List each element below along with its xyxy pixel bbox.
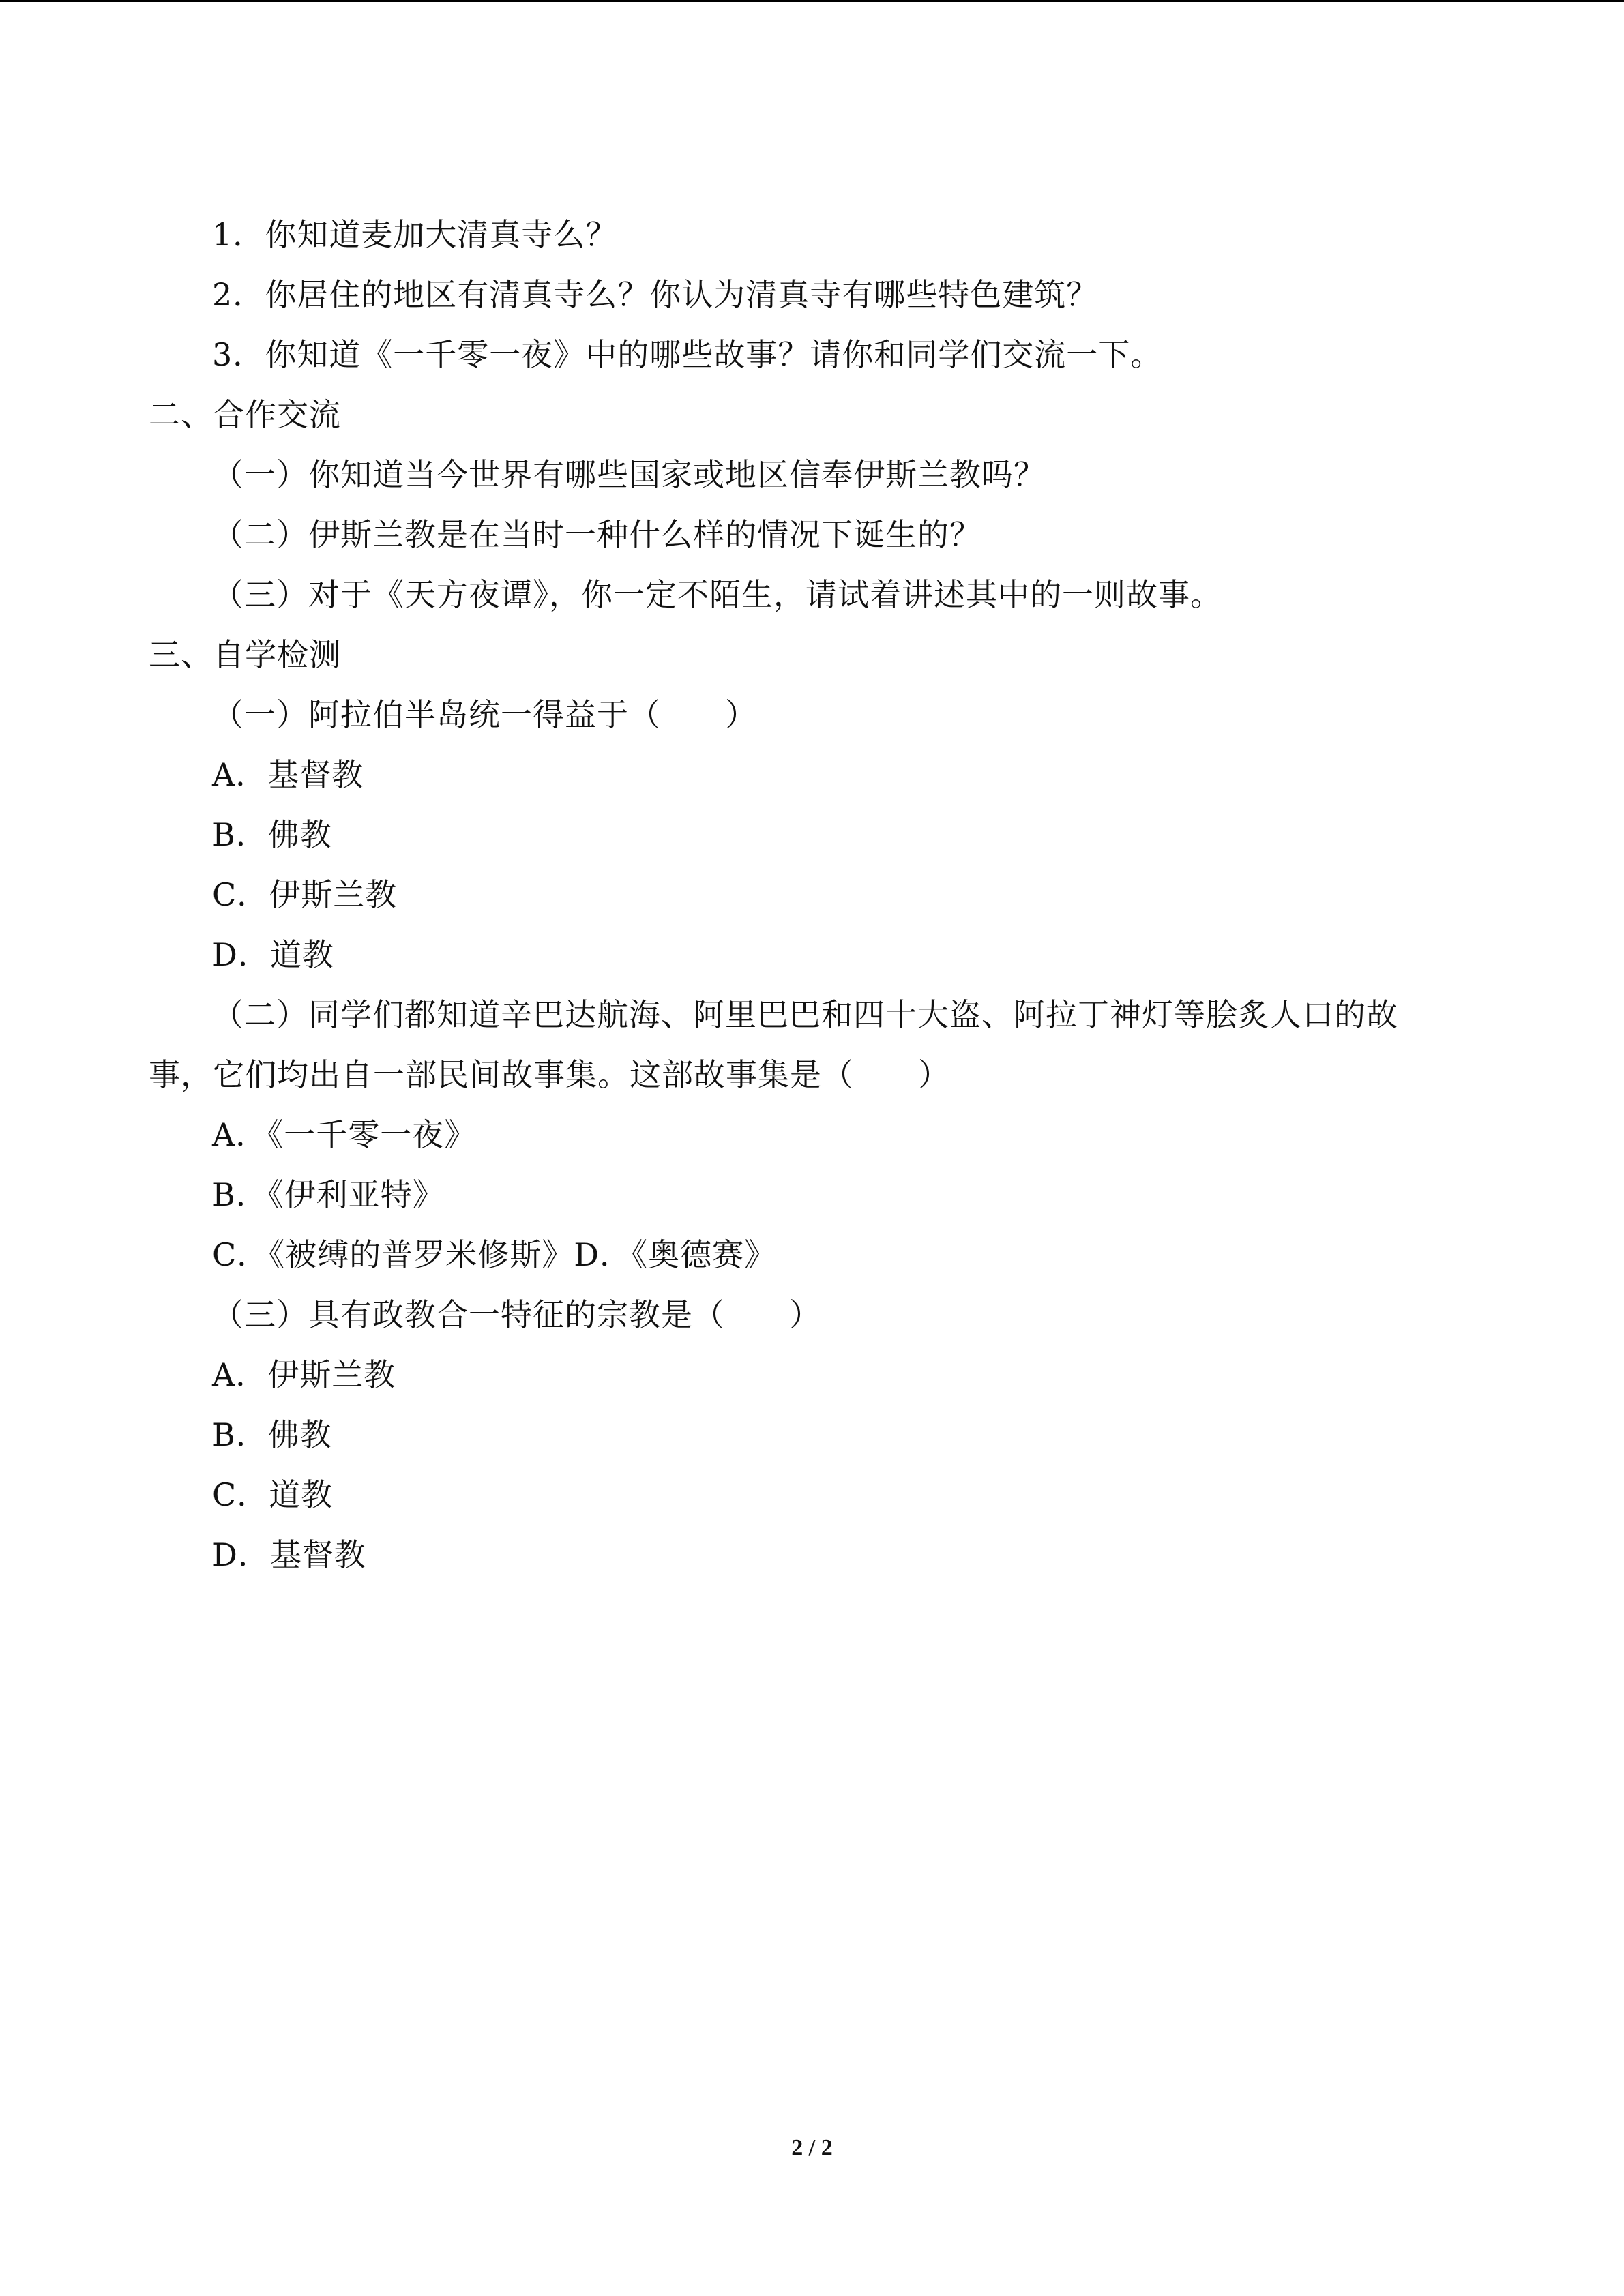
test-question-1-option-a: A．基督教 [212, 756, 364, 793]
test-question-3-option-c: C．道教 [212, 1476, 334, 1513]
test-question-2-stem-line-1: （二）同学们都知道辛巴达航海、阿里巴巴和四十大盗、阿拉丁神灯等脍炙人口的故 [212, 996, 1398, 1033]
test-question-1-option-d: D．道教 [212, 936, 334, 973]
section-heading-cooperation: 二、合作交流 [149, 396, 341, 433]
intro-question-3: 3．你知道《一千零一夜》中的哪些故事？请你和同学们交流一下。 [212, 336, 1163, 373]
test-question-3-option-a: A．伊斯兰教 [212, 1356, 396, 1393]
intro-question-1: 1．你知道麦加大清真寺么？ [212, 216, 618, 253]
cooperation-item-1: （一）你知道当今世界有哪些国家或地区信奉伊斯兰教吗？ [212, 456, 1046, 493]
section-heading-self-test: 三、自学检测 [149, 636, 341, 673]
test-question-2-option-b: B．《伊利亚特》 [212, 1176, 445, 1213]
test-question-2-option-a: A．《一千零一夜》 [212, 1116, 477, 1153]
page-number: 2 / 2 [791, 2135, 833, 2160]
cooperation-item-2: （二）伊斯兰教是在当时一种什么样的情况下诞生的？ [212, 516, 981, 553]
test-question-3-option-b: B．佛教 [212, 1416, 332, 1453]
test-question-2-stem-line-2: 事，它们均出自一部民间故事集。这部故事集是（ ） [149, 1056, 950, 1093]
test-question-3-stem: （三）具有政教合一特征的宗教是（ ） [212, 1296, 821, 1333]
test-question-1-option-b: B．佛教 [212, 816, 332, 853]
test-question-1-stem: （一）阿拉伯半岛统一得益于（ ） [212, 696, 757, 733]
intro-question-2: 2．你居住的地区有清真寺么？你认为清真寺有哪些特色建筑？ [212, 276, 1099, 313]
test-question-1-option-c: C．伊斯兰教 [212, 876, 398, 913]
test-question-2-option-cd: C．《被缚的普罗米修斯》D．《奥德赛》 [212, 1236, 777, 1273]
test-question-3-option-d: D．基督教 [212, 1536, 366, 1573]
cooperation-item-3: （三）对于《天方夜谭》，你一定不陌生，请试着讲述其中的一则故事。 [212, 576, 1222, 613]
